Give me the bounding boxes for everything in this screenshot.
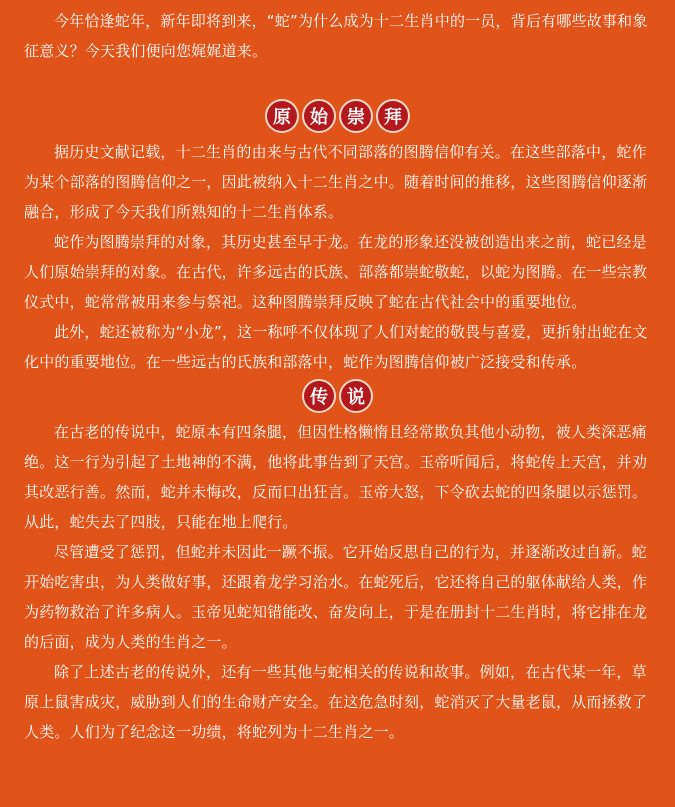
- section-heading-primitive-worship: [24, 99, 651, 133]
- body-paragraph: 据历史文献记载，十二生肖的由来与古代不同部落的图腾信仰有关。在这些部落中，蛇作为某个部落的图腾信仰之一，因此被纳入十二生肖之中。随着时间的推移，这些图腾信仰逐渐融合，形成了今天我们所熟知的十二生肖体系。: [24, 143, 648, 221]
- section-heading-legend: [24, 379, 651, 413]
- heading-char: 说: [339, 379, 373, 413]
- body-paragraph: 蛇作为图腾崇拜的对象，其历史甚至早于龙。在龙的形象还没被创造出来之前，蛇已经是人们原始崇拜的对象。在古代，许多远古的氏族、部落都崇蛇敬蛇，以蛇为图腾。在一些宗教仪式中，蛇常常被用来参与祭祀。这种图腾崇拜反映了蛇在古代社会中的重要地位。: [24, 233, 648, 311]
- body-paragraph: 在古老的传说中，蛇原本有四条腿，但因性格懒惰且经常欺负其他小动物，被人类深恶痛绝。这一行为引起了土地神的不满，他将此事告到了天宫。玉帝听闻后，将蛇传上天宫，并劝其改恶行善。然而，蛇并未悔改，反而口出狂言。玉帝大怒，下令砍去蛇的四条腿以示惩罚。从此，蛇失去了四肢，只能在地上爬行。: [24, 423, 648, 531]
- heading-char: 拜: [376, 99, 410, 133]
- intro-paragraph: 今年恰逢蛇年，新年即将到来，“蛇”为什么成为十二生肖中的一员，背后有哪些故事和象征意义？今天我们便向您娓娓道来。: [24, 12, 648, 60]
- body-paragraph: 尽管遭受了惩罚，但蛇并未因此一蹶不振。它开始反思自己的行为，并逐渐改过自新。蛇开始吃害虫，为人类做好事，还跟着龙学习治水。在蛇死后，它还将自己的躯体献给人类，作为药物救治了许多病人。玉帝见蛇知错能改、奋发向上，于是在册封十二生肖时，将它排在龙的后面，成为人类的生肖之一。: [24, 543, 648, 651]
- heading-char: 传: [302, 379, 336, 413]
- heading-char: 原: [265, 99, 299, 133]
- heading-char: 始: [302, 99, 336, 133]
- body-paragraph: 除了上述古老的传说外，还有一些其他与蛇相关的传说和故事。例如，在古代某一年，草原上鼠害成灾，威胁到人们的生命财产安全。在这危急时刻，蛇消灭了大量老鼠，从而拯救了人类。人们为了纪念这一功绩，将蛇列为十二生肖之一。: [24, 663, 648, 741]
- heading-char: 崇: [339, 99, 373, 133]
- body-paragraph: 此外，蛇还被称为“小龙”，这一称呼不仅体现了人们对蛇的敬畏与喜爱，更折射出蛇在文化中的重要地位。在一些远古的氏族和部落中，蛇作为图腾信仰被广泛接受和传承。: [24, 323, 648, 371]
